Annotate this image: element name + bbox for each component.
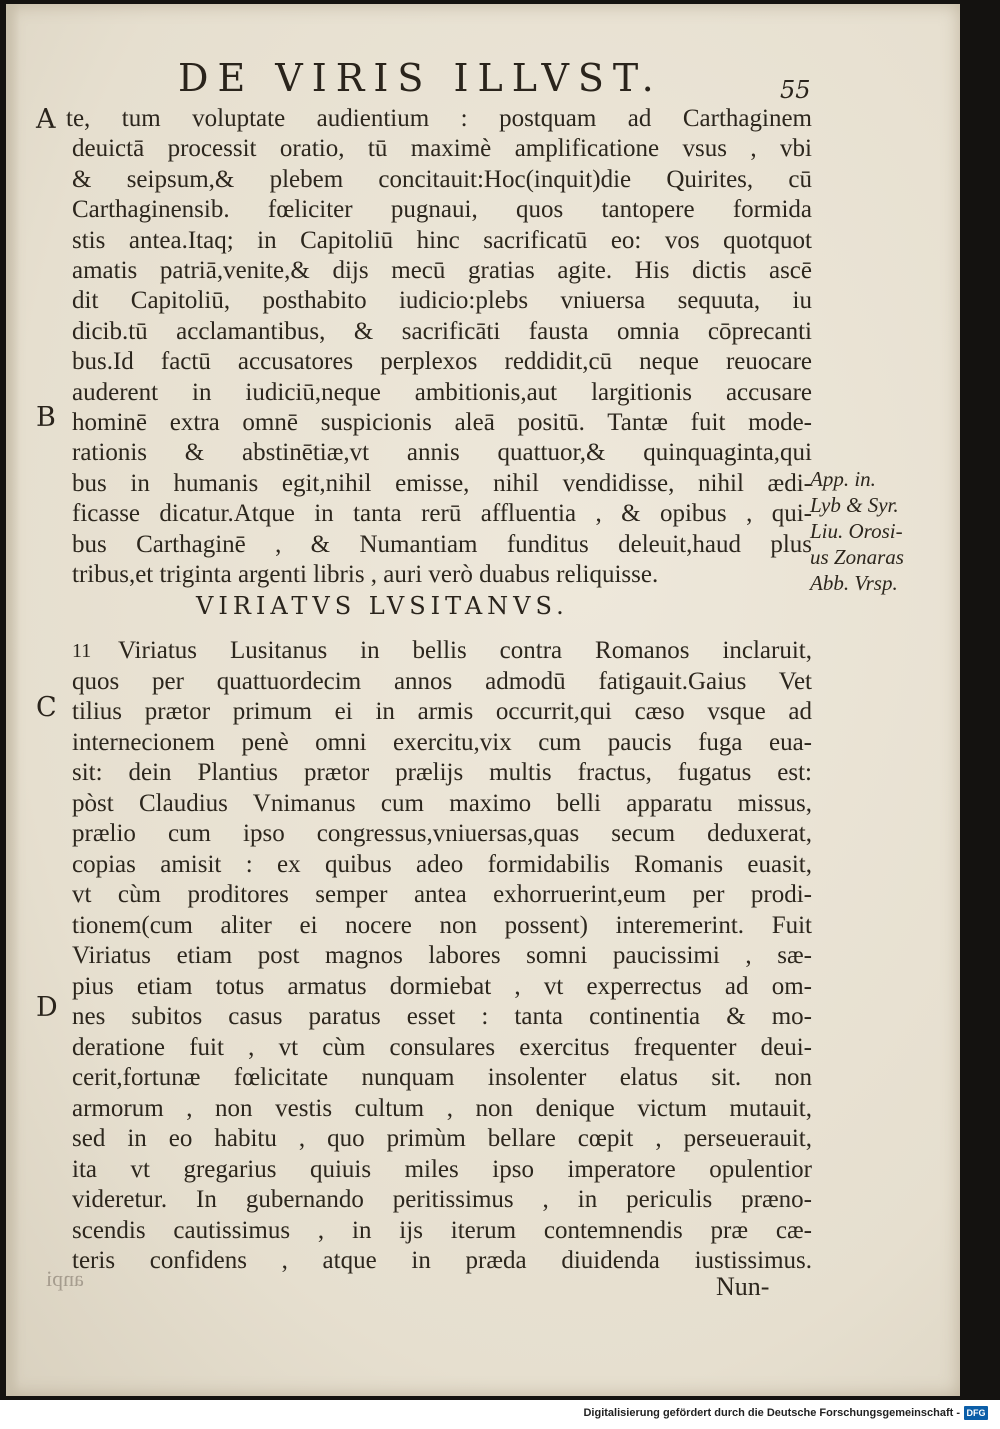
text-line: copias amisit : ex quibus adeo formidabilis Romanis euasit, (72, 850, 812, 878)
text-line: armorum , non vestis cultum , non denique victum mutauit, (72, 1094, 812, 1122)
text-line: bus.Id factū accusatores perplexos reddidit,cū neque reuocare (72, 348, 812, 376)
catchword: Nun- (716, 1272, 770, 1301)
page-number: 55 (780, 76, 811, 104)
text-line: deuictā processit oratio, tū maximè amplificatione vsus , vbi (72, 135, 812, 163)
text-line: dit Capitoliū, posthabito iudicio:plebs vniuersa sequuta, iu (72, 287, 812, 315)
text-line: vt cùm proditores semper antea exhorruerint,eum per prodi- (72, 881, 812, 908)
section-letter-b: B (36, 402, 56, 433)
text-line: bus in humanis egit,nihil emisse, nihil vendidisse, nihil ædi- (72, 469, 812, 497)
text-line: Viriatus Lusitanus in bellis contra Romanos inclaruit, (118, 637, 812, 664)
marginal-note-line: Liu. Orosi- (810, 519, 903, 543)
text-line: tionem(cum aliter ei nocere non possent) interemerint. Fuit (72, 911, 812, 939)
text-line: rationis & abstinētiæ,vt annis quattuor,& quinquaginta,qui (72, 439, 812, 467)
page-gutter-shadow (6, 4, 20, 1396)
text-line: dicib.tū acclamantibus, & sacrificāti fausta omnia cōprecanti (72, 317, 812, 345)
text-line: deratione fuit , vt cùm consulares exercitus frequenter deui- (72, 1033, 812, 1061)
text-line: Viriatus etiam post magnos labores somni paucissimi , sæ- (72, 942, 812, 969)
text-line: auderent in iudiciū,neque ambitionis,aut largitionis accusare (72, 378, 812, 406)
text-line: nes subitos casus paratus esset : tanta continentia & mo- (72, 1003, 812, 1030)
bleed-through-text: anpi (46, 1266, 84, 1291)
text-line: ficasse dicatur.Atque in tanta rerū affluentia , & opibus , qui- (72, 500, 812, 528)
footer-bar (0, 1400, 1000, 1429)
text-line: videretur. In gubernando peritissimus , in periculis præno- (72, 1186, 812, 1213)
text-line: bus Carthaginē , & Numantiam funditus deleuit,haud plus (72, 530, 812, 558)
text-line: pòst Claudius Vnimanus cum maximo belli apparatu missus, (72, 789, 812, 817)
text-line: teris confidens , atque in præda diuidenda iustissimus. (72, 1247, 812, 1274)
text-line: & seipsum,& plebem concitauit:Hoc(inquit)die Quirites, cū (72, 165, 812, 193)
section-letter-d: D (36, 992, 58, 1023)
funding-credit: Digitalisierung gefördert durch die Deutsche Forschungsgemeinschaft - (583, 1407, 960, 1419)
text-line: amatis patriā,venite,& dijs mecū gratias agite. His dictis ascē (72, 257, 812, 284)
chapter-number: 11 (72, 640, 92, 662)
text-line: tribus,et triginta argenti libris , auri verò duabus reliquisse. (72, 561, 659, 588)
text-line: stis antea.Itaq; in Capitoliū hinc sacrificatū eo: vos quotquot (72, 226, 812, 254)
section-letter-a: A (36, 104, 56, 135)
text-line: quos per quattuordecim annos admodū fatigauit.Gaius Vet (72, 667, 812, 695)
text-line: ita vt gregarius quiuis miles ipso imperatore opulentior (72, 1155, 812, 1183)
text-line: cerit,fortunæ fœlicitate nunquam insolenter elatus sit. non (72, 1064, 812, 1091)
text-line: hominē extra omnē suspicionis aleā positū. Tantæ fuit mode- (72, 409, 812, 436)
book-page (6, 4, 960, 1396)
chapter-heading: VIRIATVS LVSITANVS. (196, 592, 569, 620)
text-line: internecionem penè omni exercitu,vix cum paucis fuga eua- (72, 728, 812, 756)
text-line: Carthaginensib. fœliciter pugnaui, quos tantopere formida (72, 196, 812, 224)
marginal-note-line: App. in. (810, 467, 876, 491)
marginal-note-line: Abb. Vrsp. (810, 571, 898, 595)
marginal-note-line: Lyb & Syr. (810, 493, 899, 517)
text-line: prælio cum ipso congressus,vniuersas,quas secum deduxerat, (72, 820, 812, 847)
marginal-note-line: us Zonaras (810, 545, 904, 569)
text-line: scendis cautissimus , in ijs iterum contemnendis præ cæ- (72, 1216, 812, 1244)
dfg-logo: DFG (964, 1406, 988, 1420)
text-line: sit: dein Plantius prætor prælijs multis fractus, fugatus est: (72, 759, 812, 786)
section-letter-c: C (36, 692, 57, 723)
text-line: tilius prætor primum ei in armis occurrit,qui cæso vsque ad (72, 698, 812, 725)
text-line: sed in eo habitu , quo primùm bellare cœpit , perseuerauit, (72, 1125, 812, 1152)
running-head: DE VIRIS ILLVST. (178, 56, 663, 100)
text-line: pius etiam totus armatus dormiebat , vt experrectus ad om- (72, 972, 812, 1000)
text-line: te, tum voluptate audientium : postquam ad Carthaginem (66, 105, 812, 132)
